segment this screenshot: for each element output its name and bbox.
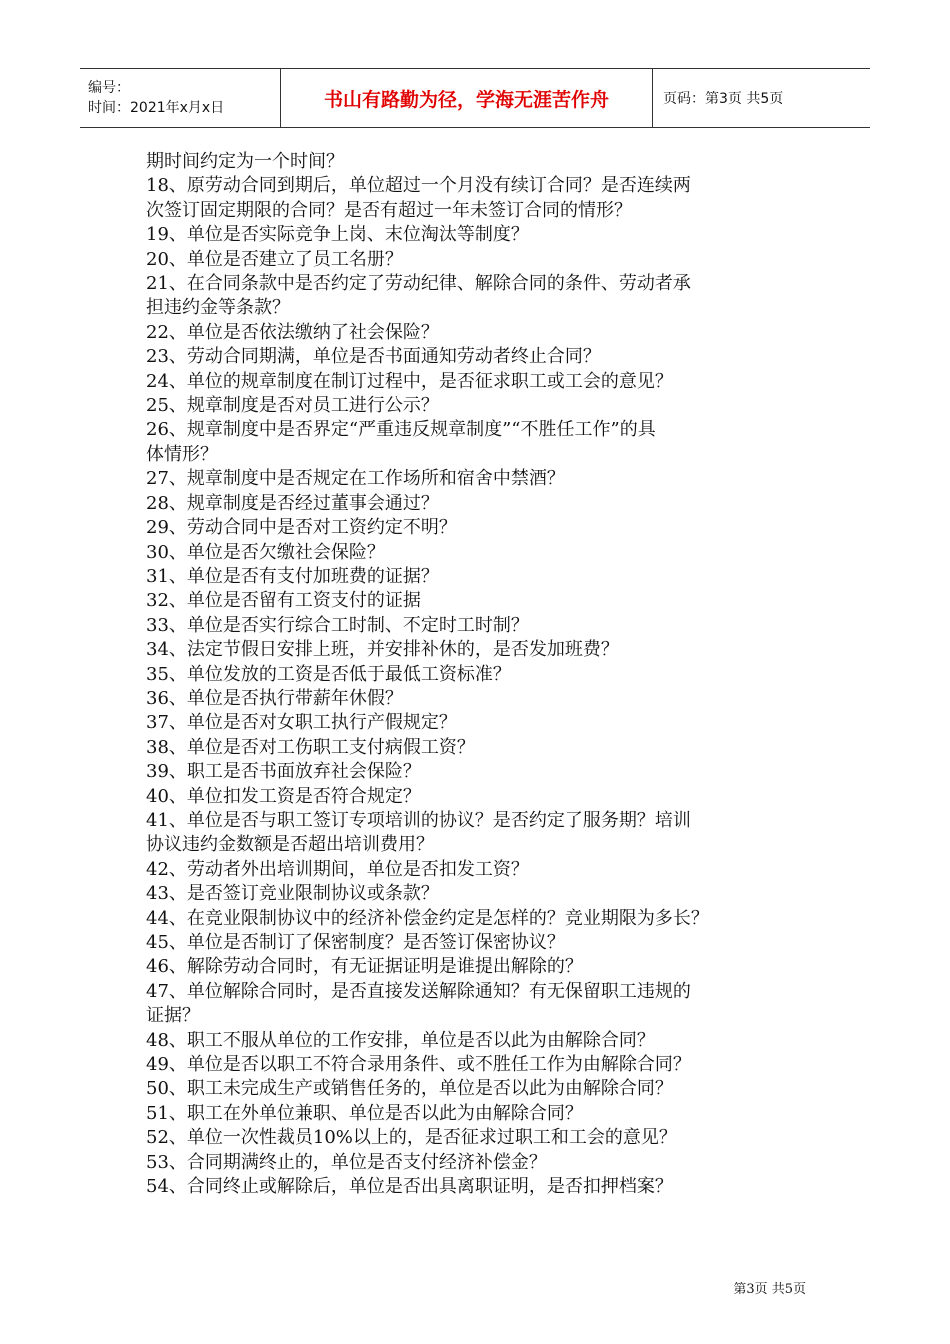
text-line: 33、单位是否实行综合工时制、不定时工时制？ <box>146 614 529 636</box>
text-line: 48、职工不服从单位的工作安排，单位是否以此为由解除合同？ <box>146 1029 655 1051</box>
text-line: 38、单位是否对工伤职工支付病假工资？ <box>146 736 475 758</box>
text-line: 20、单位是否建立了员工名册？ <box>146 248 403 270</box>
text-line: 29、劳动合同中是否对工资约定不明？ <box>146 517 457 539</box>
text-line: 期时间约定为一个时间？ <box>146 151 344 172</box>
header-meta <box>80 69 281 127</box>
text-line: 45、单位是否制订了保密制度？是否签订保密协议？ <box>146 932 565 953</box>
page-header <box>80 68 870 128</box>
text-line: 31、单位是否有支付加班费的证据？ <box>146 565 439 587</box>
text-line: 50、职工未完成生产或销售任务的，单位是否以此为由解除合同？ <box>146 1078 673 1100</box>
text-line: 49、单位是否以职工不符合录用条件、或不胜任工作为由解除合同？ <box>146 1054 691 1076</box>
text-line: 32、单位是否留有工资支付的证据 <box>146 590 421 612</box>
text-line: 35、单位发放的工资是否低于最低工资标准？ <box>146 663 511 685</box>
text-line: 54、合同终止或解除后，单位是否出具离职证明，是否扣押档案？ <box>146 1176 673 1198</box>
text-line: 协议违约金数额是否超出培训费用？ <box>146 834 434 856</box>
text-line: 37、单位是否对女职工执行产假规定？ <box>146 712 457 734</box>
footer-page-info: 第3页 共5页 <box>733 1282 806 1297</box>
text-line: 51、职工在外单位兼职、单位是否以此为由解除合同？ <box>146 1102 583 1124</box>
text-line: 36、单位是否执行带薪年休假？ <box>146 687 403 709</box>
text-line: 40、单位扣发工资是否符合规定？ <box>146 785 421 807</box>
text-line: 46、解除劳动合同时，有无证据证明是谁提出解除的？ <box>146 956 583 978</box>
text-line: 47、单位解除合同时，是否直接发送解除通知？有无保留职工违规的 <box>146 980 691 1002</box>
text-line: 39、职工是否书面放弃社会保险？ <box>146 761 421 783</box>
text-line: 证据？ <box>146 1005 200 1027</box>
text-line: 21、在合同条款中是否约定了劳动纪律、解除合同的条件、劳动者承 <box>146 273 691 295</box>
text-line: 26、规章制度中是否界定“严重违反规章制度”“不胜任工作”的具 <box>146 419 656 441</box>
text-line: 43、是否签订竞业限制协议或条款？ <box>146 883 439 905</box>
text-line: 28、规章制度是否经过董事会通过？ <box>146 492 439 514</box>
text-line: 23、劳动合同期满，单位是否书面通知劳动者终止合同？ <box>146 346 601 368</box>
text-line: 41、单位是否与职工签订专项培训的协议？是否约定了服务期？培训 <box>146 809 691 831</box>
text-line: 42、劳动者外出培训期间，单位是否扣发工资？ <box>146 858 529 880</box>
number-label: 编号： <box>88 80 130 96</box>
document-body <box>146 150 826 1199</box>
text-line: 18、原劳动合同到期后，单位超过一个月没有续订合同？是否连续两 <box>146 175 691 197</box>
text-line: 体情形？ <box>146 443 218 465</box>
text-line: 19、单位是否实际竞争上岗、末位淘汰等制度？ <box>146 224 529 246</box>
text-line: 次签订固定期限的合同？是否有超过一年未签订合同的情形？ <box>146 199 632 221</box>
text-line: 34、法定节假日安排上班，并安排补休的，是否发加班费？ <box>146 639 619 661</box>
text-line: 27、规章制度中是否规定在工作场所和宿舍中禁酒？ <box>146 468 565 490</box>
header-page-info: 页码：第3页 共5页 <box>663 91 784 107</box>
text-line: 53、合同期满终止的，单位是否支付经济补偿金？ <box>146 1151 547 1173</box>
text-line: 24、单位的规章制度在制订过程中，是否征求职工或工会的意见？ <box>146 370 673 392</box>
header-motto: 书山有路勤为径，学海无涯苦作舟 <box>281 69 653 127</box>
text-line: 44、在竞业限制协议中的经济补偿金约定是怎样的？竞业期限为多长？ <box>146 907 709 929</box>
text-line: 22、单位是否依法缴纳了社会保险？ <box>146 321 439 343</box>
text-line: 担违约金等条款？ <box>146 297 290 319</box>
text-line: 30、单位是否欠缴社会保险？ <box>146 541 385 563</box>
text-line: 25、规章制度是否对员工进行公示？ <box>146 395 439 417</box>
date-label: 时间：2021年x月x日 <box>88 100 225 116</box>
text-line: 52、单位一次性裁员10%以上的，是否征求过职工和工会的意见？ <box>146 1127 677 1149</box>
